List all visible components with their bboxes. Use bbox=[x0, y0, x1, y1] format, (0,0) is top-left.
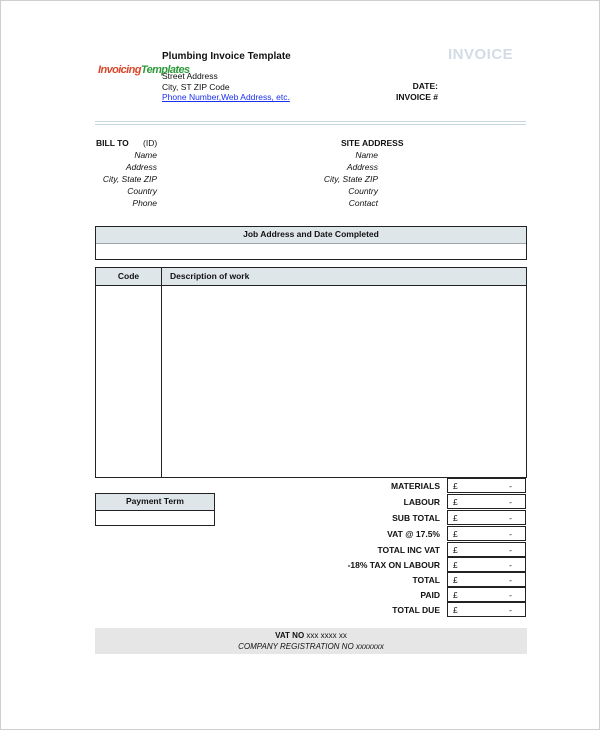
total-label: TOTAL bbox=[412, 575, 440, 585]
payment-term-field[interactable] bbox=[96, 511, 214, 526]
vat-value: - bbox=[509, 529, 512, 539]
paid-value: - bbox=[509, 590, 512, 600]
vat-number-line bbox=[95, 631, 527, 640]
labour-amount[interactable] bbox=[447, 494, 526, 509]
currency-symbol: £ bbox=[453, 545, 458, 555]
materials-amount[interactable] bbox=[447, 478, 526, 493]
company-registration: COMPANY REGISTRATION NO xxxxxxx bbox=[238, 642, 384, 651]
logo-text-templates: Templates bbox=[140, 64, 190, 76]
code-cell[interactable] bbox=[97, 286, 160, 476]
description-cell[interactable] bbox=[163, 286, 525, 476]
vat-number-label: VAT NO bbox=[275, 631, 305, 640]
footer-bar bbox=[95, 628, 527, 654]
labour-value: - bbox=[509, 497, 512, 507]
site-address-label: SITE ADDRESS bbox=[341, 138, 404, 148]
date-label: DATE: bbox=[412, 81, 438, 91]
contact-link[interactable]: Phone Number,Web Address, etc. bbox=[162, 92, 290, 102]
paid-label: PAID bbox=[420, 590, 440, 600]
work-table bbox=[95, 267, 527, 478]
site-address: Address bbox=[346, 162, 378, 172]
materials-value: - bbox=[509, 481, 512, 491]
header-divider bbox=[95, 121, 526, 122]
tax-on-labour-amount[interactable] bbox=[447, 557, 526, 572]
vat-number-value: xxx xxxx xx bbox=[306, 631, 347, 640]
currency-symbol: £ bbox=[453, 529, 458, 539]
site-name: Name bbox=[355, 150, 378, 160]
total-due-amount[interactable] bbox=[447, 602, 526, 617]
vat-amount[interactable] bbox=[447, 526, 526, 541]
job-address-box bbox=[95, 226, 527, 260]
sub-total-value: - bbox=[509, 513, 512, 523]
bill-to-id: (ID) bbox=[143, 138, 158, 148]
bill-to-label: BILL TO bbox=[96, 138, 129, 148]
currency-symbol: £ bbox=[453, 605, 458, 615]
bill-to-phone: Phone bbox=[132, 198, 157, 208]
vat-label: VAT @ 17.5% bbox=[387, 529, 440, 539]
total-due-value: - bbox=[509, 605, 512, 615]
tax-on-labour-value: - bbox=[509, 560, 512, 570]
total-inc-vat-label: TOTAL INC VAT bbox=[377, 545, 440, 555]
labour-label: LABOUR bbox=[403, 497, 440, 507]
city-state-zip: City, ST ZIP Code bbox=[162, 82, 230, 92]
bill-to-country: Country bbox=[127, 186, 157, 196]
document-type: INVOICE bbox=[448, 46, 514, 63]
sub-total-amount[interactable] bbox=[447, 510, 526, 525]
work-table-column-divider bbox=[161, 268, 162, 477]
site-country: Country bbox=[348, 186, 378, 196]
bill-to-city: City, State ZIP bbox=[102, 174, 157, 184]
invoice-number-label: INVOICE # bbox=[395, 92, 438, 102]
payment-term-box bbox=[95, 493, 215, 526]
job-address-field[interactable] bbox=[96, 244, 526, 260]
street-address: Street Address bbox=[162, 71, 218, 81]
template-title: Plumbing Invoice Template bbox=[162, 51, 291, 62]
bill-to-address: Address bbox=[125, 162, 157, 172]
materials-label: MATERIALS bbox=[391, 481, 440, 491]
total-inc-vat-value: - bbox=[509, 545, 512, 555]
sub-total-label: SUB TOTAL bbox=[392, 513, 440, 523]
currency-symbol: £ bbox=[453, 560, 458, 570]
currency-symbol: £ bbox=[453, 497, 458, 507]
currency-symbol: £ bbox=[453, 590, 458, 600]
site-city: City, State ZIP bbox=[323, 174, 378, 184]
paid-amount[interactable] bbox=[447, 587, 526, 602]
total-value: - bbox=[509, 575, 512, 585]
currency-symbol: £ bbox=[453, 481, 458, 491]
total-due-label: TOTAL DUE bbox=[392, 605, 440, 615]
currency-symbol: £ bbox=[453, 575, 458, 585]
tax-on-labour-label: -18% TAX ON LABOUR bbox=[347, 560, 440, 570]
bill-to-name: Name bbox=[134, 150, 157, 160]
total-amount[interactable] bbox=[447, 572, 526, 587]
description-column-header: Description of work bbox=[170, 271, 250, 281]
code-column-header: Code bbox=[117, 271, 140, 281]
site-contact: Contact bbox=[348, 198, 378, 208]
currency-symbol: £ bbox=[453, 513, 458, 523]
payment-term-header: Payment Term bbox=[96, 494, 214, 511]
header-divider-2 bbox=[95, 124, 526, 125]
job-address-header: Job Address and Date Completed bbox=[96, 227, 526, 244]
total-inc-vat-amount[interactable] bbox=[447, 542, 526, 557]
logo-text-invoicing: Invoicing bbox=[98, 64, 141, 76]
